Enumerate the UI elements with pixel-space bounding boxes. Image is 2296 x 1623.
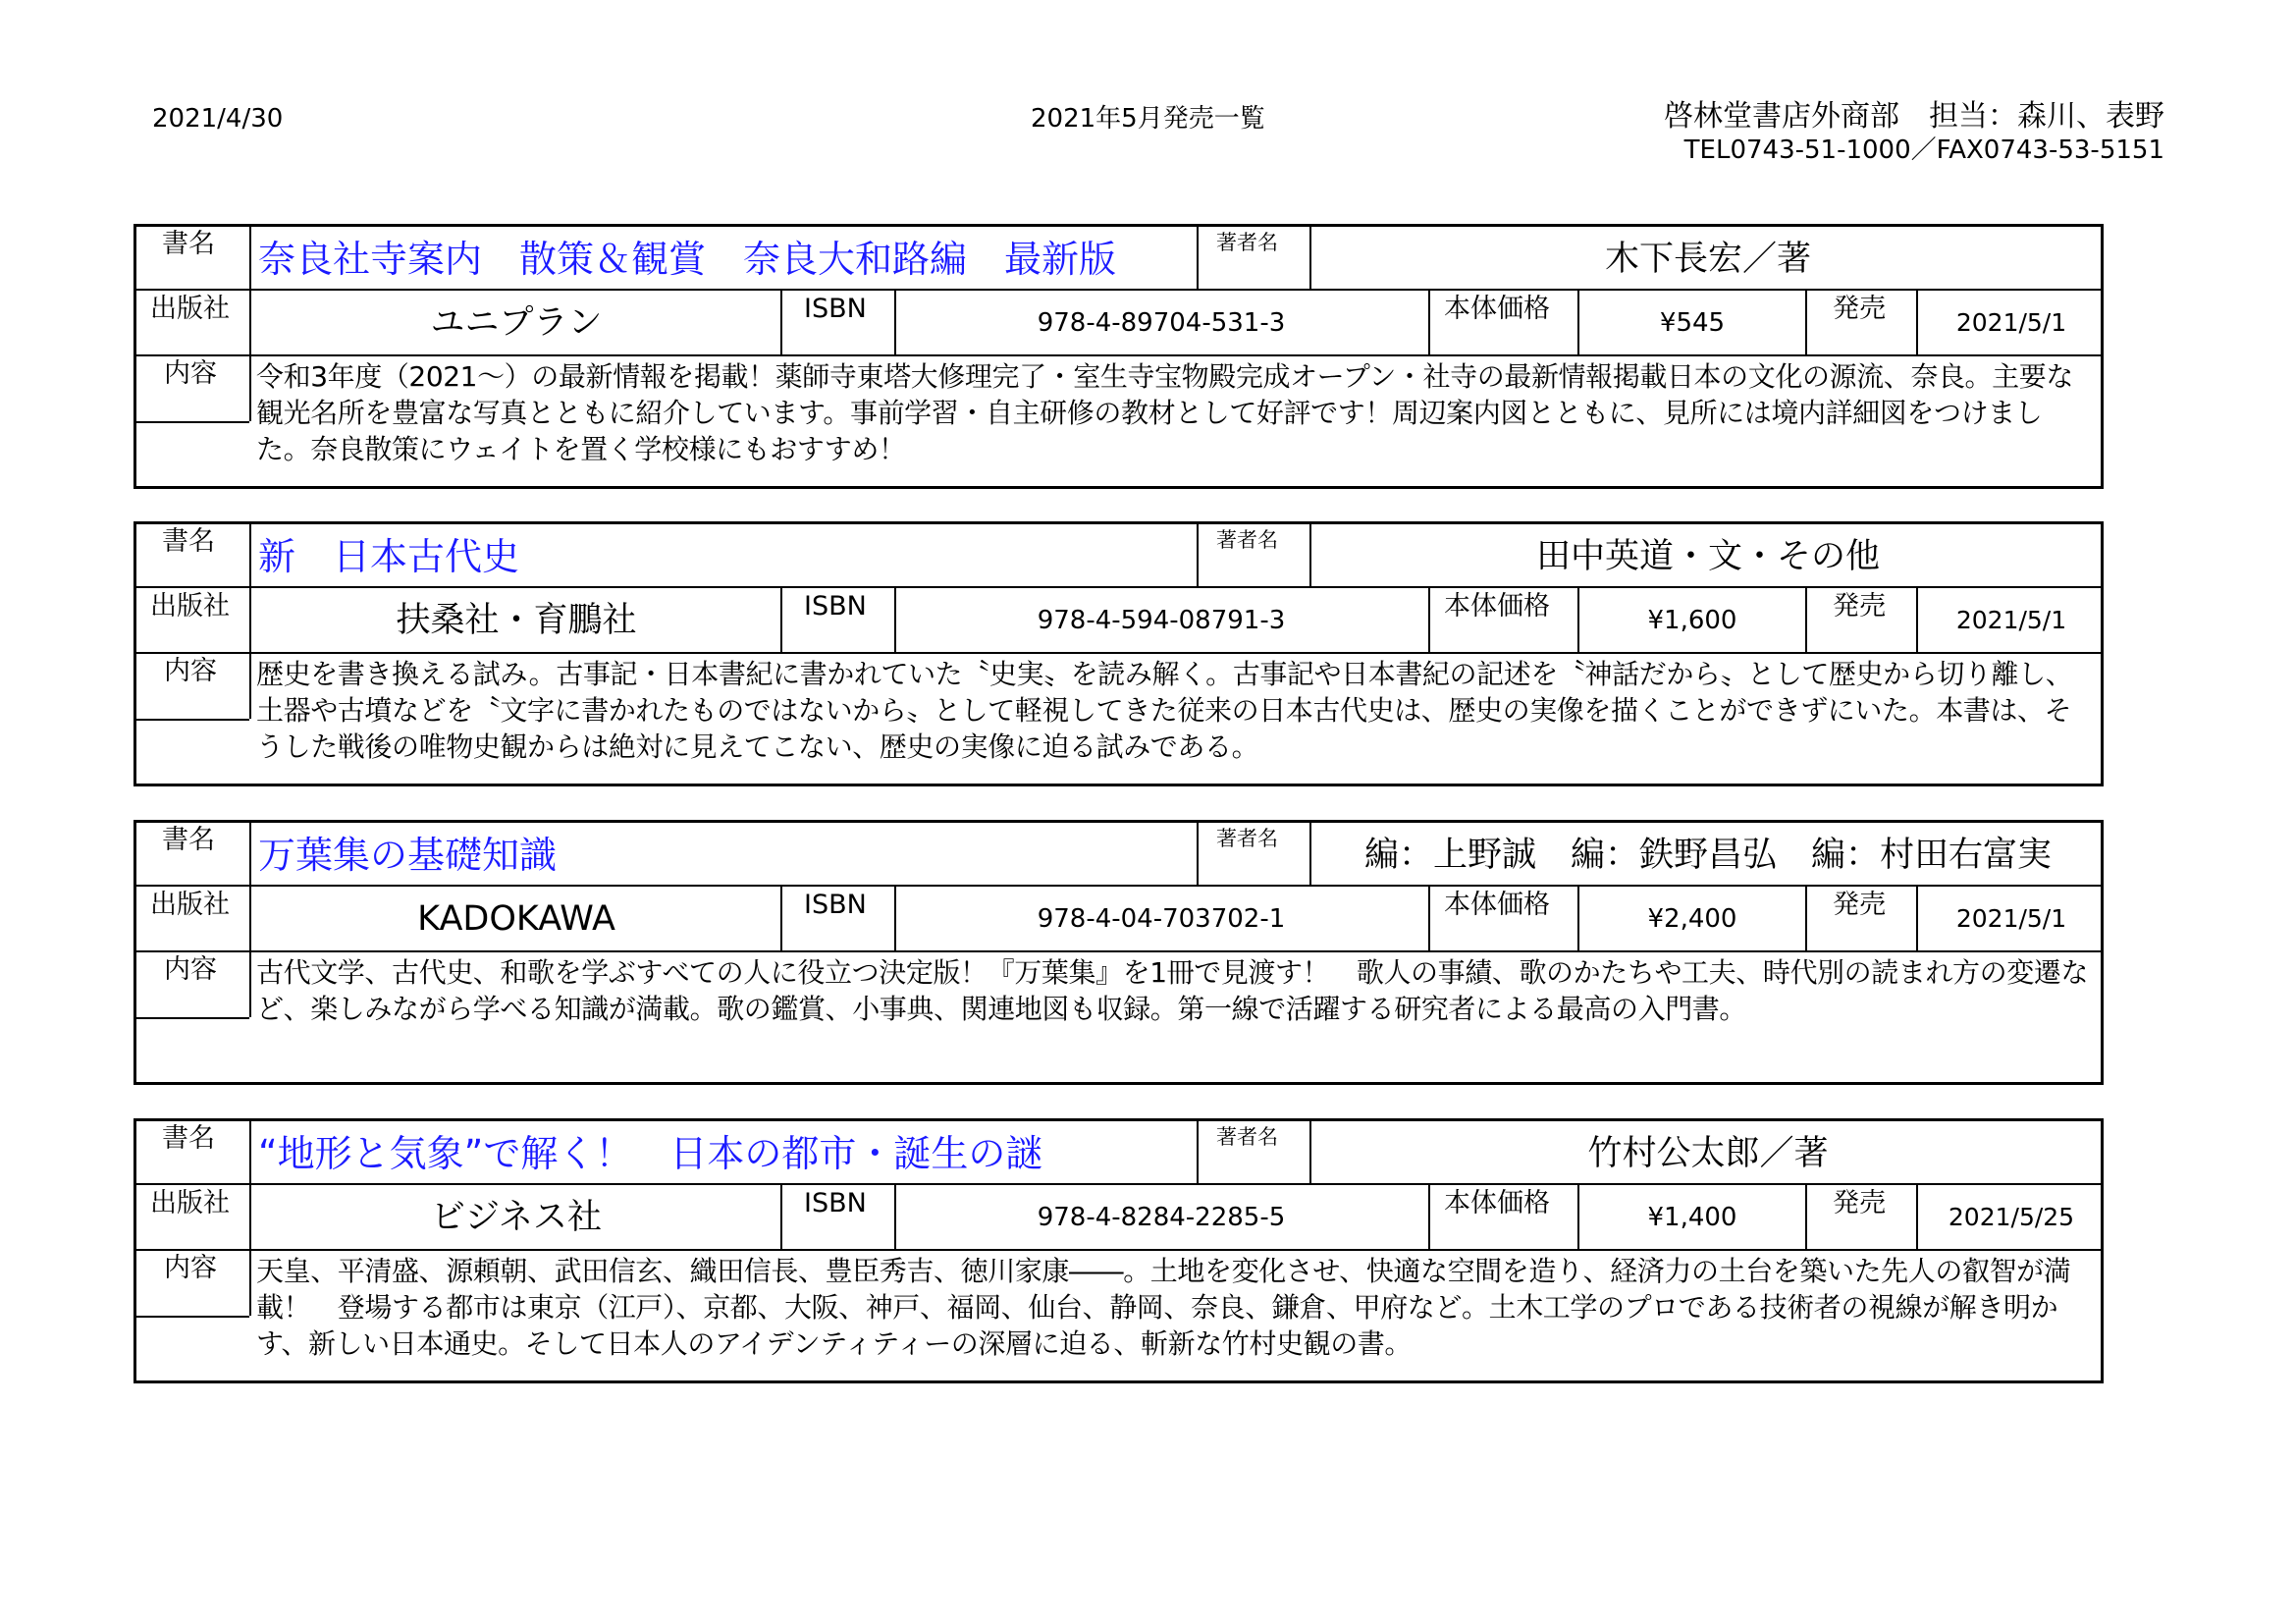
book-isbn: 978-4-8284-2285-5 <box>1037 1203 1286 1232</box>
shop-contact-person: 啓林堂書店外商部 担当：森川、表野 <box>1664 99 2164 134</box>
book-price: ¥1,400 <box>1647 1203 1737 1232</box>
book-card <box>133 1118 2104 1383</box>
book-description: 古代文学、古代史、和歌を学ぶすべての人に役立つ決定版！『万葉集』を1冊で見渡す！ 歌人の事績、歌のかたちや工夫、時代別の読まれ方の変遷など、楽しみながら学べる知識が満載。歌の鑑賞、小事典、関連地図も収録。第一線で活躍する研究者による最高の入門書。 <box>256 956 2089 1025</box>
publisher-label: 出版社 <box>150 294 230 324</box>
book-release-date: 2021/5/25 <box>1948 1203 2075 1231</box>
publisher-label: 出版社 <box>150 591 230 622</box>
book-description: 令和3年度（2021～）の最新情報を掲載！薬師寺東塔大修理完了・室生寺宝物殿完成オープン・社寺の最新情報掲載日本の文化の源流、奈良。主要な観光名所を豊富な写真とともに紹介しています。事前学習・自主研修の教材として好評です！周辺案内図とともに、見所には境内詳細図をつけました。奈良散策にウェイトを置く学校様にもおすすめ！ <box>256 360 2073 465</box>
publisher-label: 出版社 <box>150 890 230 920</box>
book-release-date: 2021/5/1 <box>1955 606 2067 634</box>
price-label: 本体価格 <box>1444 890 1550 920</box>
book-publisher: KADOKAWA <box>417 899 615 939</box>
book-release-date: 2021/5/1 <box>1955 308 2067 337</box>
book-card <box>133 820 2104 1085</box>
book-description: 歴史を書き換える試み。古事記・日本書紀に書かれていた〝史実〟を読み解く。古事記や日本書紀の記述を〝神話だから〟として歴史から切り離し、土器や古墳などを〝文字に書かれたものではないから〟として軽視してきた従来の日本古代史は、歴史の実像を描くことができずにいた。本書は、そうした戦後の唯物史観からは絶対に見えてこない、歴史の実像に迫る試みである。 <box>256 658 2073 763</box>
release-label: 発売 <box>1833 1188 1886 1218</box>
author-label: 著者名 <box>1216 827 1278 850</box>
isbn-label: ISBN <box>804 890 867 920</box>
author-label: 著者名 <box>1216 528 1278 552</box>
book-author: 竹村公太郎／著 <box>1587 1134 1829 1173</box>
title-label: 書名 <box>162 825 215 855</box>
release-label: 発売 <box>1833 890 1886 920</box>
book-title: “地形と気象”で解く！ 日本の都市・誕生の謎 <box>258 1132 1043 1175</box>
document-title: 2021年5月発売一覧 <box>1031 104 1265 134</box>
shop-phone-fax: TEL0743-51-1000／FAX0743-53-5151 <box>1683 135 2164 165</box>
document-date: 2021/4/30 <box>152 104 284 134</box>
book-card <box>133 224 2104 489</box>
author-label: 著者名 <box>1216 231 1278 254</box>
book-title: 新 日本古代史 <box>258 535 520 578</box>
book-title: 奈良社寺案内 散策＆観賞 奈良大和路編 最新版 <box>258 238 1117 281</box>
book-isbn: 978-4-594-08791-3 <box>1037 606 1286 635</box>
book-publisher: ユニプラン <box>430 303 603 343</box>
content-label: 内容 <box>164 358 217 389</box>
release-label: 発売 <box>1833 591 1886 622</box>
content-label: 内容 <box>164 1253 217 1283</box>
isbn-label: ISBN <box>804 1188 867 1218</box>
title-label: 書名 <box>162 526 215 557</box>
book-title: 万葉集の基礎知識 <box>258 834 558 877</box>
release-label: 発売 <box>1833 294 1886 324</box>
book-release-date: 2021/5/1 <box>1955 904 2067 933</box>
price-label: 本体価格 <box>1444 294 1550 324</box>
book-author: 編：上野誠 編：鉄野昌弘 編：村田右富実 <box>1363 836 2052 875</box>
book-publisher: 扶桑社・育鵬社 <box>396 601 637 640</box>
price-label: 本体価格 <box>1444 1188 1550 1218</box>
book-isbn: 978-4-04-703702-1 <box>1037 904 1286 934</box>
author-label: 著者名 <box>1216 1125 1278 1149</box>
book-publisher: ビジネス社 <box>431 1198 602 1237</box>
content-label: 内容 <box>164 954 217 985</box>
book-description: 天皇、平清盛、源頼朝、武田信玄、織田信長、豊臣秀吉、徳川家康――。土地を変化させ、快適な空間を造り、経済力の土台を築いた先人の叡智が満載！ 登場する都市は東京（江戸）、京都、大阪、神戸、福岡、仙台、静岡、奈良、鎌倉、甲府など。土木工学のプロである技術者の視線が解き明かす、新しい日本通史。そして日本人のアイデンティティーの深層に迫る、斬新な竹村史観の書。 <box>256 1255 2071 1360</box>
title-label: 書名 <box>162 1123 215 1154</box>
book-card <box>133 521 2104 786</box>
book-isbn: 978-4-89704-531-3 <box>1037 308 1286 338</box>
book-author: 木下長宏／著 <box>1604 240 1811 279</box>
content-label: 内容 <box>164 656 217 686</box>
book-author: 田中英道・文・その他 <box>1535 537 1880 576</box>
isbn-label: ISBN <box>804 591 867 622</box>
price-label: 本体価格 <box>1444 591 1550 622</box>
book-price: ¥2,400 <box>1647 904 1737 934</box>
book-price: ¥1,600 <box>1647 606 1737 635</box>
book-price: ¥545 <box>1659 308 1726 338</box>
publisher-label: 出版社 <box>150 1188 230 1218</box>
isbn-label: ISBN <box>804 294 867 324</box>
title-label: 書名 <box>162 229 215 259</box>
